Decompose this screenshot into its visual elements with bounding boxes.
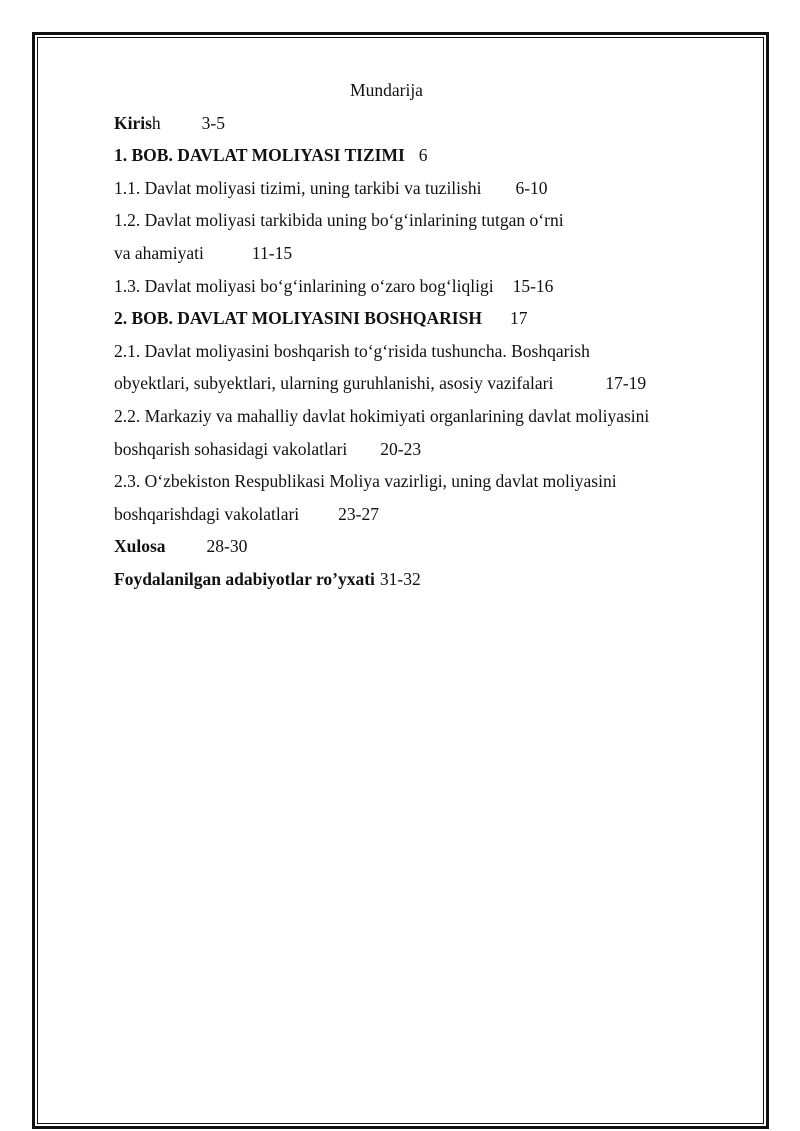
section-2-3-label-line1: 2.3. O‘zbekiston Respublikasi Moliya vazirligi, uning davlat moliyasini	[114, 471, 617, 492]
toc-entry-conclusion	[114, 530, 714, 563]
section-2-3-pages: 23-27	[338, 503, 379, 524]
section-1-1-pages: 6-10	[515, 177, 548, 198]
intro-pages: 3-5	[201, 112, 225, 133]
section-1-2-label-line1: 1.2. Davlat moliyasi tarkibida uning bo‘g‘inlarining tutgan o‘rni	[114, 210, 564, 231]
section-1-1-label: 1.1. Davlat moliyasi tizimi, uning tarkibi va tuzilishi	[114, 177, 482, 198]
toc-entry-references	[114, 563, 714, 596]
toc-entry-intro	[114, 107, 714, 140]
section-1-2-pages: 11-15	[251, 242, 293, 263]
toc-entry-1-3	[114, 270, 714, 303]
toc-entry-chapter-1	[114, 139, 714, 172]
section-2-2-label-line2: boshqarish sohasidagi vakolatlari	[114, 438, 348, 459]
table-of-contents	[114, 74, 714, 596]
chapter-2-pages: 17	[509, 308, 528, 329]
toc-title: Mundarija	[350, 80, 423, 100]
toc-entry-2-1-cont	[114, 367, 714, 400]
references-label: Foydalanilgan adabiyotlar ro’yxati	[114, 568, 375, 589]
intro-label-rest: h	[151, 112, 161, 133]
toc-entry-2-2-cont	[114, 433, 714, 466]
chapter-1-label: 1. BOB. DAVLAT MOLIYASI TIZIMI	[114, 145, 405, 166]
chapter-1-pages: 6	[418, 145, 428, 166]
references-pages: 31-32	[379, 568, 421, 589]
toc-entry-1-1	[114, 172, 714, 205]
toc-entry-1-2	[114, 204, 714, 237]
section-1-3-pages: 15-16	[512, 275, 554, 296]
toc-entry-2-3	[114, 465, 714, 498]
section-1-3-label: 1.3. Davlat moliyasi bo‘g‘inlarining o‘zaro bog‘liqligi	[114, 275, 494, 296]
conclusion-pages: 28-30	[206, 536, 248, 557]
toc-entry-2-3-cont	[114, 498, 714, 531]
toc-entry-2-1	[114, 335, 714, 368]
toc-entry-2-2	[114, 400, 714, 433]
section-1-2-label-line2: va ahamiyati	[114, 242, 204, 263]
section-2-2-label-line1: 2.2. Markaziy va mahalliy davlat hokimiyati organlarining davlat moliyasini	[114, 405, 650, 426]
chapter-2-label: 2. BOB. DAVLAT MOLIYASINI BOSHQARISH	[114, 308, 482, 329]
toc-entry-1-2-cont	[114, 237, 714, 270]
conclusion-label: Xulosa	[114, 536, 166, 557]
section-2-3-label-line2: boshqarishdagi vakolatlari	[114, 503, 300, 524]
toc-entry-chapter-2	[114, 302, 714, 335]
section-2-1-label-line2: obyektlari, subyektlari, ularning guruhlanishi, asosiy vazifalari	[114, 373, 554, 394]
section-2-1-pages: 17-19	[605, 373, 647, 394]
intro-label: Kiris	[114, 112, 152, 133]
section-2-2-pages: 20-23	[380, 438, 422, 459]
section-2-1-label-line1: 2.1. Davlat moliyasini boshqarish to‘g‘risida tushuncha. Boshqarish	[114, 340, 590, 361]
